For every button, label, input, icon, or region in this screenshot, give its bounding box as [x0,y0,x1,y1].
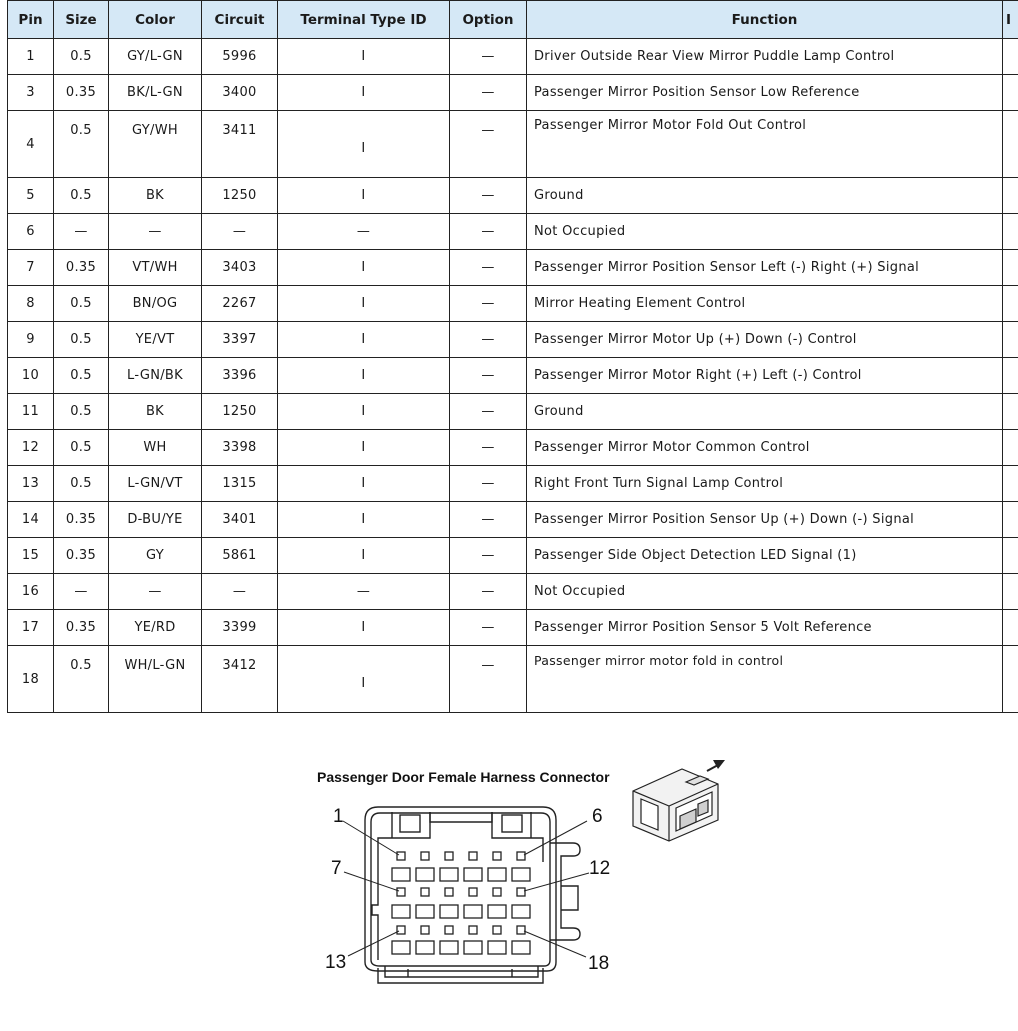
color-cell: GY/WH [109,111,202,178]
function-cell: Passenger Side Object Detection LED Signal (1) [527,538,1003,574]
pin-cell: 17 [8,610,54,646]
circuit-cell: 3412 [202,646,278,713]
size-cell: 0.35 [54,250,109,286]
color-cell: GY/L-GN [109,39,202,75]
pin-cavity-10 [469,888,477,896]
function-cell: Passenger Mirror Motor Right (+) Left (-) Control [527,358,1003,394]
terminal-type-cell: I [278,538,450,574]
circuit-cell: 2267 [202,286,278,322]
option-cell: — [450,286,527,322]
circuit-cell: 3397 [202,322,278,358]
pin-cell: 14 [8,502,54,538]
pin-cell: 9 [8,322,54,358]
terminal-slot-10 [464,905,482,918]
insertion-arrow-icon [707,760,725,771]
header-color: Color [109,1,202,39]
pin-cavity-17 [493,926,501,934]
pin-cavity-6 [517,852,525,860]
terminal-slot-17 [488,941,506,954]
terminal-slot-3 [440,868,458,881]
header-function: Function [527,1,1003,39]
option-cell: — [450,75,527,111]
pin-cell: 4 [8,111,54,178]
terminal-type-cell: — [278,574,450,610]
function-cell: Passenger Mirror Position Sensor Up (+) Down (-) Signal [527,502,1003,538]
color-cell: L-GN/BK [109,358,202,394]
terminal-slot-8 [416,905,434,918]
size-cell: 0.5 [54,646,109,713]
pin-cavity-18 [517,926,525,934]
terminal-type-cell: I [278,286,450,322]
circuit-cell: — [202,214,278,250]
pin-cavity-3 [445,852,453,860]
option-cell: — [450,358,527,394]
color-cell: — [109,214,202,250]
pin-label-18: 18 [588,953,610,974]
pin-label-7: 7 [331,858,342,879]
option-cell: — [450,322,527,358]
circuit-cell: 3398 [202,430,278,466]
pin-label-12: 12 [589,858,611,879]
terminal-type-cell: I [278,358,450,394]
circuit-cell: 3396 [202,358,278,394]
pin-cavity-14 [421,926,429,934]
size-cell: — [54,574,109,610]
circuit-cell: 1250 [202,178,278,214]
terminal-slot-16 [464,941,482,954]
header-pin: Pin [8,1,54,39]
terminal-slot-13 [392,941,410,954]
terminal-slot-4 [464,868,482,881]
circuit-cell: 3401 [202,502,278,538]
terminal-type-cell: I [278,466,450,502]
color-cell: BK [109,178,202,214]
option-cell: — [450,214,527,250]
terminal-slot-18 [512,941,530,954]
function-cell: Right Front Turn Signal Lamp Control [527,466,1003,502]
size-cell: 0.35 [54,502,109,538]
pin-cell: 3 [8,75,54,111]
terminal-type-cell: I [278,75,450,111]
color-cell: WH/L-GN [109,646,202,713]
pin-cavity-13 [397,926,405,934]
terminal-slot-12 [512,905,530,918]
pin-cell: 12 [8,430,54,466]
function-cell: Ground [527,178,1003,214]
function-cell: Passenger Mirror Position Sensor Left (-) Right (+) Signal [527,250,1003,286]
option-cell: — [450,250,527,286]
color-cell: VT/WH [109,250,202,286]
terminal-type-cell: I [278,430,450,466]
pin-cell: 10 [8,358,54,394]
function-cell: Ground [527,394,1003,430]
option-cell: — [450,502,527,538]
size-cell: 0.5 [54,111,109,178]
color-cell: GY [109,538,202,574]
pin-cavity-5 [493,852,501,860]
terminal-type-cell: I [278,111,450,178]
pin-label-6: 6 [592,806,603,827]
terminal-slot-15 [440,941,458,954]
terminal-type-cell: I [278,502,450,538]
option-cell: — [450,111,527,178]
terminal-slot-5 [488,868,506,881]
terminal-type-cell: — [278,214,450,250]
color-cell: L-GN/VT [109,466,202,502]
pin-cell: 6 [8,214,54,250]
header-circuit: Circuit [202,1,278,39]
terminal-type-cell: I [278,646,450,713]
color-cell: — [109,574,202,610]
function-cell: Passenger Mirror Motor Common Control [527,430,1003,466]
option-cell: — [450,610,527,646]
circuit-cell: 1250 [202,394,278,430]
function-cell: Passenger Mirror Motor Fold Out Control [527,111,1003,178]
size-cell: 0.5 [54,358,109,394]
function-cell: Not Occupied [527,574,1003,610]
size-cell: 0.35 [54,538,109,574]
circuit-cell: 1315 [202,466,278,502]
pin-cell: 8 [8,286,54,322]
terminal-type-cell: I [278,610,450,646]
size-cell: 0.5 [54,430,109,466]
color-cell: WH [109,430,202,466]
color-cell: BK [109,394,202,430]
pin-cell: 13 [8,466,54,502]
pin-cell: 5 [8,178,54,214]
color-cell: D-BU/YE [109,502,202,538]
circuit-cell: 5861 [202,538,278,574]
pin-cavity-15 [445,926,453,934]
size-cell: 0.5 [54,466,109,502]
option-cell: — [450,178,527,214]
pin-label-1: 1 [333,806,344,827]
size-cell: 0.35 [54,75,109,111]
option-cell: — [450,538,527,574]
circuit-cell: 5996 [202,39,278,75]
function-cell: Passenger Mirror Motor Up (+) Down (-) Control [527,322,1003,358]
pin-cell: 1 [8,39,54,75]
option-cell: — [450,430,527,466]
terminal-slot-1 [392,868,410,881]
option-cell: — [450,466,527,502]
terminal-type-cell: I [278,322,450,358]
color-cell: BK/L-GN [109,75,202,111]
pin-cavity-16 [469,926,477,934]
size-cell: 0.5 [54,322,109,358]
pin-cavity-1 [397,852,405,860]
function-cell: Passenger Mirror Position Sensor 5 Volt Reference [527,610,1003,646]
pin-cell: 16 [8,574,54,610]
pin-cavity-8 [421,888,429,896]
size-cell: 0.5 [54,394,109,430]
header-terminal-type: Terminal Type ID [278,1,450,39]
terminal-slot-6 [512,868,530,881]
header-option: Option [450,1,527,39]
circuit-cell: 3399 [202,610,278,646]
color-cell: YE/VT [109,322,202,358]
connector-caption: Passenger Door Female Harness Connector [317,769,610,785]
terminal-slot-2 [416,868,434,881]
circuit-cell: 3411 [202,111,278,178]
terminal-slot-7 [392,905,410,918]
circuit-cell: 3400 [202,75,278,111]
pin-cell: 11 [8,394,54,430]
pin-cavity-2 [421,852,429,860]
circuit-cell: — [202,574,278,610]
function-cell: Passenger mirror motor fold in control [527,646,1003,713]
header-size: Size [54,1,109,39]
circuit-cell: 3403 [202,250,278,286]
option-cell: — [450,39,527,75]
option-cell: — [450,574,527,610]
connector-cavities [392,852,530,954]
option-cell: — [450,646,527,713]
option-cell: — [450,394,527,430]
size-cell: — [54,214,109,250]
size-cell: 0.5 [54,286,109,322]
function-cell: Driver Outside Rear View Mirror Puddle Lamp Control [527,39,1003,75]
connector-3d-icon [633,769,718,841]
pin-cavity-7 [397,888,405,896]
pin-cavity-12 [517,888,525,896]
terminal-type-cell: I [278,394,450,430]
pin-cell: 7 [8,250,54,286]
terminal-type-cell: I [278,250,450,286]
pin-cavity-9 [445,888,453,896]
header-clipped: I [1003,1,1018,39]
terminal-slot-9 [440,905,458,918]
pin-cavity-4 [469,852,477,860]
size-cell: 0.5 [54,39,109,75]
color-cell: YE/RD [109,610,202,646]
terminal-slot-11 [488,905,506,918]
pin-cell: 18 [8,646,54,713]
terminal-slot-14 [416,941,434,954]
terminal-type-cell: I [278,39,450,75]
terminal-type-cell: I [278,178,450,214]
pin-cavity-11 [493,888,501,896]
size-cell: 0.5 [54,178,109,214]
function-cell: Passenger Mirror Position Sensor Low Reference [527,75,1003,111]
function-cell: Mirror Heating Element Control [527,286,1003,322]
pin-label-13: 13 [325,952,347,973]
size-cell: 0.35 [54,610,109,646]
function-cell: Not Occupied [527,214,1003,250]
pin-cell: 15 [8,538,54,574]
color-cell: BN/OG [109,286,202,322]
